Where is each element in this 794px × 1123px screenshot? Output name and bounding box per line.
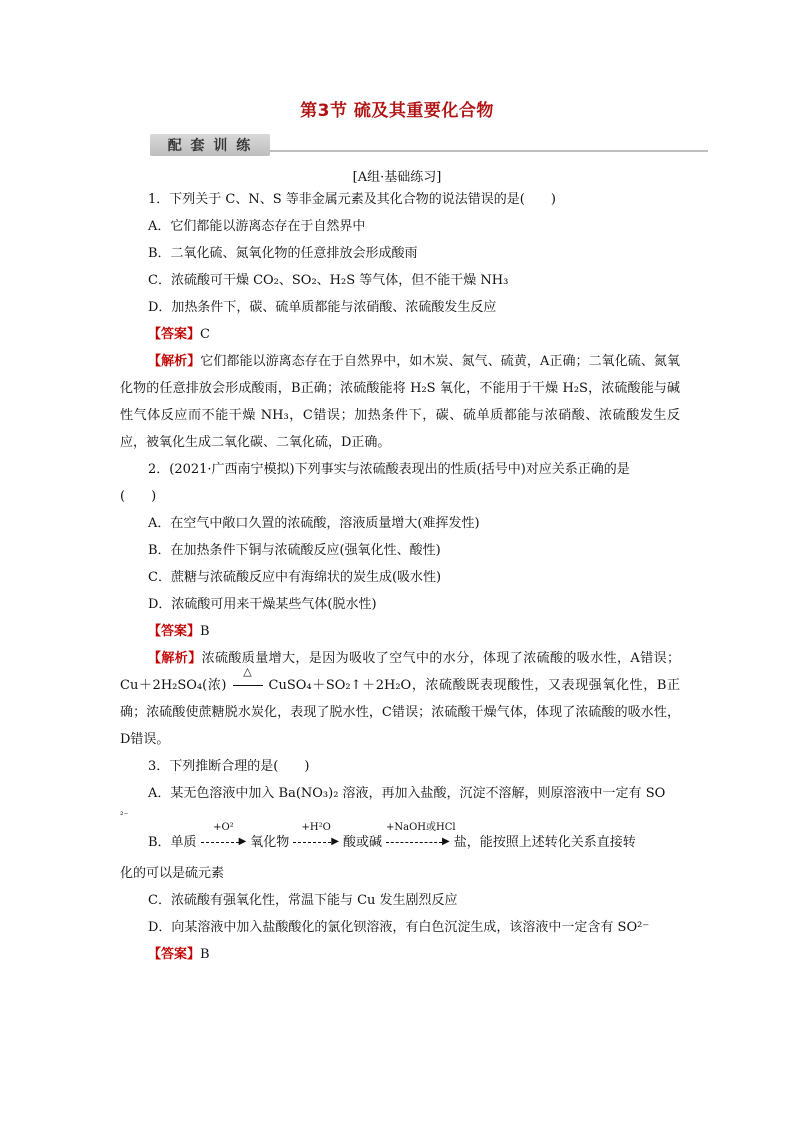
question-1-analysis [120, 348, 680, 456]
question-3-option-a: A．某无色溶液中加入 Ba(NO₃)₂ 溶液，再加入盐酸，沉淀不溶解，则原溶液中一定有 SO [148, 786, 666, 801]
answer-tag: 【答案】 [148, 946, 201, 962]
answer-value: C [200, 327, 210, 342]
question-content [120, 186, 680, 968]
question-2-stem: 2．(2021·广西南宁模拟)下列事实与浓硫酸表现出的性质(括号中)对应关系正确的是 [148, 462, 630, 477]
group-title: [A组·基础练习] [352, 170, 442, 185]
arrow-icon: +NaOH或HCl ▶ [386, 822, 456, 847]
question-1-option-d: D．加热条件下，碳、硫单质都能与浓硝酸、浓硫酸发生反应 [148, 300, 497, 315]
arrow-icon: +H²O ▶ [293, 825, 339, 860]
answer-value: B [200, 624, 210, 639]
analysis-tag: 【解析】 [148, 354, 201, 369]
question-1-option-a: A．它们都能以游离态存在于自然界中 [148, 219, 366, 234]
answer-tag: 【答案】 [148, 624, 201, 639]
heating-equals-sign [233, 665, 263, 699]
question-2-option-d: D．浓硫酸可用来干燥某些气体(脱水性) [148, 597, 377, 612]
heat-triangle-icon: △ [243, 665, 252, 678]
question-3-answer [120, 941, 680, 968]
question-2-option-c: C．蔗糖与浓硫酸反应中有海绵状的炭生成(吸水性) [148, 570, 442, 585]
question-2-analysis [120, 645, 680, 753]
question-3-option-a-tail: ²⁻ [120, 811, 129, 821]
question-1-stem: 1．下列关于 C、N、S 等非金属元素及其化合物的说法错误的是( ) [148, 192, 556, 207]
question-1-option-b: B．二氧化硫、氮氧化物的任意排放会形成酸雨 [148, 246, 418, 261]
arrow-icon: +O² ▶ [201, 825, 247, 860]
answer-tag: 【答案】 [148, 327, 201, 342]
question-3-option-b-cont: 化的可以是硫元素 [120, 865, 225, 881]
banner-divider [270, 150, 708, 152]
question-1-answer [120, 321, 680, 348]
question-3-option-b: B．单质 +O² ▶ 氧化物 +H²O ▶ 酸或碱 +NaOH或HCl ▶ 盐，能按照上述转化关系直接转 [120, 825, 680, 860]
question-2-answer [120, 618, 680, 645]
question-2-stem-cont: ( ) [120, 489, 157, 504]
answer-value: B [200, 946, 210, 962]
analysis-text-part1: 浓硫酸质量增大，是因为吸收了空气中的水分，体现了浓硫酸的吸水性，A错误；Cu＋2H₂SO₄(浓) [120, 651, 680, 693]
question-3-option-c: C．浓硫酸有强氧化性，常温下能与 Cu 发生剧烈反应 [148, 892, 458, 908]
question-1-option-c: C．浓硫酸可干燥 CO₂、SO₂、H₂S 等气体，但不能干燥 NH₃ [148, 273, 509, 288]
analysis-text-part2: CuSO₄＋SO₂↑＋2H₂O，浓硫酸既表现酸性，又表现强氧化性，B正确；浓硫酸使蔗糖脱水炭化，表现了脱水性，C错误；浓硫酸干燥气体，体现了浓硫酸的吸水性，D错误。 [120, 678, 680, 747]
section-banner [150, 134, 270, 156]
analysis-text: 它们都能以游离态存在于自然界中，如木炭、氮气、硫黄，A正确；二氧化硫、氮氧化物的任意排放会形成酸雨，B正确；浓硫酸能将 H₂S 氧化，不能用于干燥 H₂S，浓硫酸能与碱性气体反应而不能干燥 NH₃，C错误；加热条件下，碳、硫单质都能与浓硝酸、浓硫酸发生反应，被氧化生成二氧化碳、二氧化硫，D正确。 [120, 354, 680, 450]
page-title: 第3节 硫及其重要化合物 [300, 101, 494, 121]
question-3-option-d: D．向某溶液中加入盐酸酸化的氯化钡溶液，有白色沉淀生成，该溶液中一定含有 SO²⁻ [148, 919, 650, 935]
analysis-tag: 【解析】 [148, 651, 202, 666]
question-2-option-a: A．在空气中敞口久置的浓硫酸，溶液质量增大(难挥发性) [148, 516, 480, 531]
banner-label: 配 套 训 练 [167, 138, 253, 154]
question-3-stem: 3．下列推断合理的是( ) [148, 759, 310, 774]
question-2-option-b: B．在加热条件下铜与浓硫酸反应(强氧化性、酸性) [148, 543, 441, 558]
